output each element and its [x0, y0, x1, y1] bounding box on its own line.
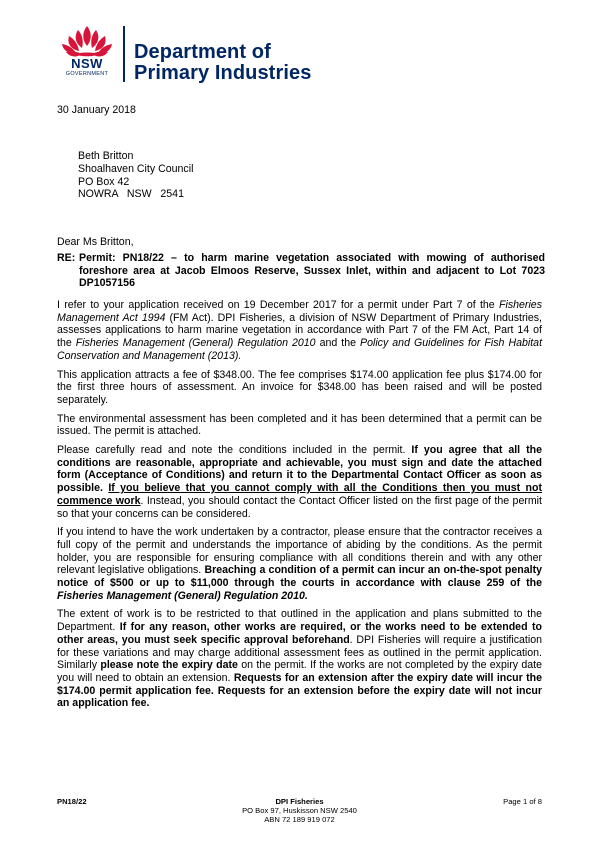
- text-run: If you intend to have the work undertaken by a contractor, please ensure that the contractor receives a full copy of the permit and understands the importance of abiding by the conditions. As the permit holder, you are responsible for ensuring compliance with all conditions therein and with any other relevant legislative obligations.: [57, 526, 542, 577]
- text-run: If for any reason, other works are required, or the works need to be extended to other areas, you must seek specific approval beforehand: [57, 621, 542, 646]
- text-run: Policy and Guidelines for Fish Habitat Conservation and Management (2013).: [57, 337, 543, 362]
- body-paragraph: [57, 299, 542, 363]
- text-run: on the permit. If the works are not completed by the expiry date you will need to obtain an extension.: [57, 659, 542, 684]
- text-run: Please carefully read and note the conditions included in the permit.: [57, 444, 412, 457]
- letter-body: [57, 299, 542, 716]
- address-line: NOWRA NSW 2541: [78, 188, 184, 201]
- text-run: (FM Act). DPI Fisheries, a division of NSW Department of Primary Industries, assesses applications to harm marine vegetation in accordance with Part 7 of the FM Act, Part 14 of the: [57, 311, 543, 350]
- address-line: Beth Britton: [78, 150, 134, 162]
- subject-text: Permit: PN18/22 – to harm marine vegetation associated with mowing of authorised foreshore area at Jacob Elmoos Reserve, Sussex Inlet, within and adjacent to Lot 7023 DP1057156: [79, 252, 545, 290]
- text-run: If you agree that all the conditions are reasonable, appropriate and achievable, you must sign and date the attached form (Acceptance of Conditions) and return it to the Departmental Contact Officer as soon as possible.: [57, 444, 542, 495]
- text-run: Fisheries Management (General) Regulation 2010.: [57, 589, 308, 602]
- text-run: Requests for an extension after the expiry date will incur the $174.00 permit application fee. Requests for an extension before the expiry date will not incur an application fee.: [57, 671, 542, 710]
- text-run: If you believe that you cannot comply with all the Conditions then you must not commence work: [57, 482, 543, 507]
- recipient-address: [78, 150, 193, 201]
- salutation: Dear Ms Britton,: [57, 236, 134, 248]
- address-line: PO Box 42: [78, 175, 130, 188]
- text-run: and the: [315, 337, 361, 350]
- department-name-line1: Department of: [134, 41, 271, 63]
- footer-page-number: Page 1 of 8: [503, 797, 542, 806]
- text-run: . DPI Fisheries will require a justification for these variations and may charge additional assessment fees as outlined in the permit application. Similarly: [57, 633, 542, 672]
- text-run: The environmental assessment has been completed and it has been determined that a permit can be issued. The permit is attached.: [57, 412, 542, 438]
- subject-label: RE:: [57, 252, 76, 264]
- footer-office-address: PO Box 97, Huskisson NSW 2540: [242, 806, 357, 816]
- footer-permit-ref: PN18/22: [57, 797, 87, 806]
- letterhead-divider: [123, 26, 125, 82]
- text-run: I refer to your application received on 19 December 2017 for a permit under Part 7 of the: [57, 299, 500, 311]
- body-paragraph: [57, 608, 542, 710]
- text-run: The extent of work is to be restricted to that outlined in the application and plans submitted to the Department.: [57, 608, 542, 634]
- body-paragraph: [57, 526, 542, 602]
- text-run: please note the expiry date: [100, 659, 238, 672]
- text-run: Breaching a condition of a permit can incur an on-the-spot penalty notice of $500 or up to $11,000 through the courts in accordance with clause 259 of the: [57, 564, 542, 590]
- department-name-line2: Primary Industries: [134, 62, 312, 84]
- text-run: This application attracts a fee of $348.00. The fee comprises $174.00 application fee plus $174.00 for the first three hours of assessment. An invoice for $348.00 has been raised and will be posted separately.: [57, 368, 542, 406]
- text-run: Fisheries Management (General) Regulation 2010: [75, 337, 316, 350]
- footer-office-title: DPI Fisheries: [275, 797, 324, 806]
- address-line: Shoalhaven City Council: [78, 162, 194, 175]
- text-run: . Instead, you should contact the Contact Officer listed on the first page of the permit so that your concerns can be considered.: [57, 494, 542, 520]
- body-paragraph: [57, 369, 542, 407]
- logo-subtitle: GOVERNMENT: [65, 71, 109, 77]
- logo-wordmark: NSW: [71, 56, 103, 71]
- body-paragraph: [57, 444, 542, 520]
- body-paragraph: [57, 413, 542, 438]
- department-name: [134, 42, 311, 84]
- text-run: Fisheries Management Act 1994: [57, 299, 542, 324]
- footer-office-abn: ABN 72 189 919 072: [264, 815, 335, 825]
- letter-date: 30 January 2018: [57, 104, 136, 116]
